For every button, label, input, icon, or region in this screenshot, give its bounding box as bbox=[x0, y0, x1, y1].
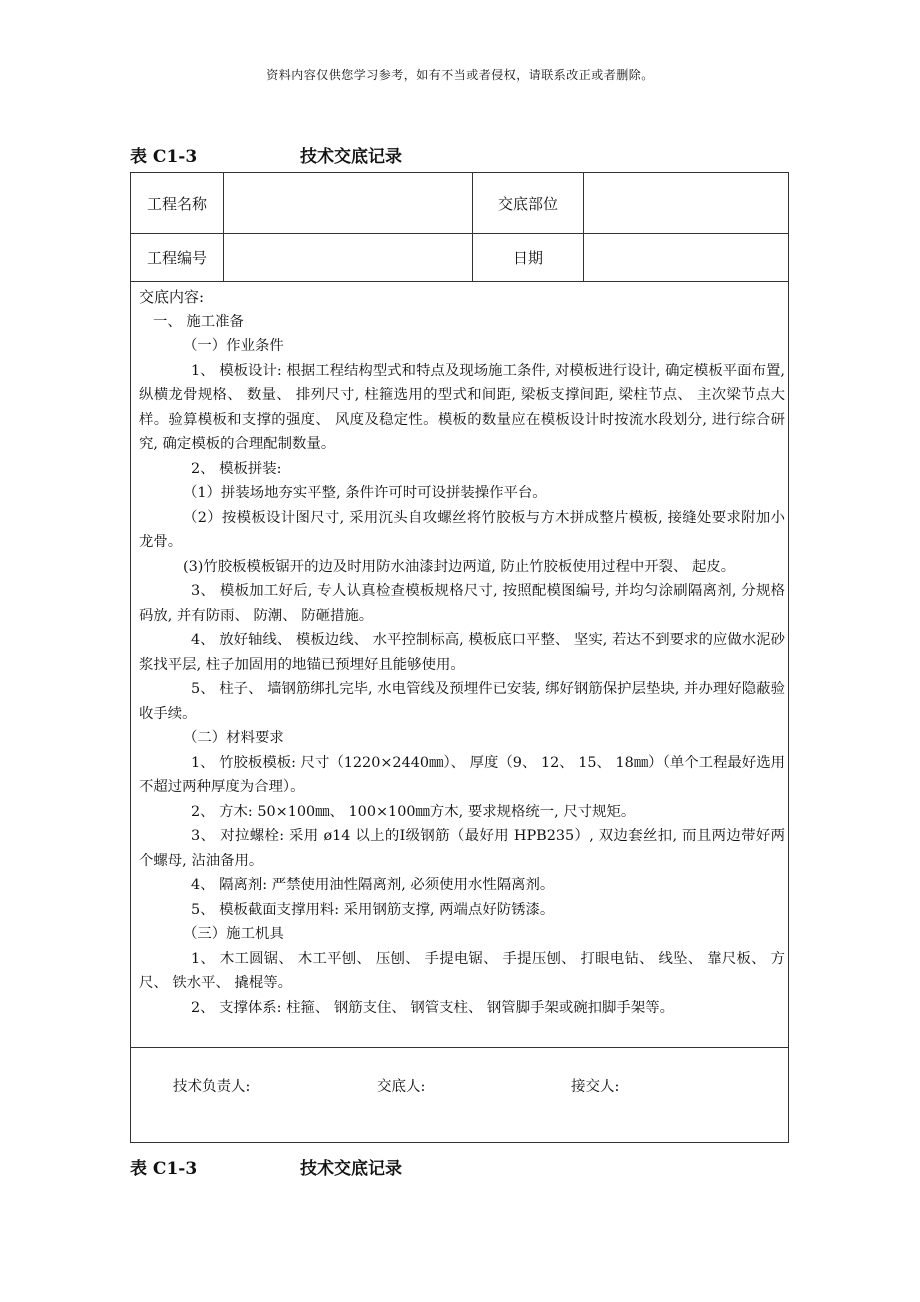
project-no-field[interactable] bbox=[224, 234, 472, 281]
content-paragraph: 4、 放好轴线、 模板边线、 水平控制标高, 模板底口平整、 坚实, 若达不到要求的应做水泥砂浆找平层, 柱子加固用的地锚已预埋好且能够使用。 bbox=[139, 632, 785, 673]
content-paragraph: 2、 模板拼装: bbox=[191, 460, 282, 477]
content-paragraph: 1、 模板设计: 根据工程结构型式和特点及现场施工条件, 对模板进行设计, 确定模板平面布置, 纵横龙骨规格、 数量、 排列尺寸, 柱箍选用的型式和间距, 梁板支撑间距, 梁柱节点、 主次梁节点大样。验算模板和支撑的强度、 风度及稳定性。模板的数量应在模板设计时按流水段划分, 进行综合研究, 确定模板的合理配制数量。 bbox=[139, 362, 785, 452]
content-paragraph: 5、 模板截面支撑用料: 采用钢筋支撑, 两端点好防锈漆。 bbox=[191, 901, 555, 918]
content-paragraph: 5、 柱子、 墙钢筋绑扎完毕, 水电管线及预埋件已安装, 绑好钢筋保护层垫块, 并办理好隐蔽验收手续。 bbox=[139, 681, 785, 722]
discloser-label: 交底人: bbox=[377, 1079, 426, 1095]
receiver-label: 接交人: bbox=[571, 1079, 620, 1095]
content-paragraph: 1、 木工圆锯、 木工平刨、 压刨、 手提电锯、 手提压刨、 打眼电钻、 线坠、 靠尺板、 方尺、 铁水平、 撬棍等。 bbox=[139, 950, 785, 991]
content-paragraph: （2）按模板设计图尺寸, 采用沉头自攻螺丝将竹胶板与方木拼成整片模板, 接缝处要求附加小龙骨。 bbox=[139, 509, 785, 550]
content-paragraph: 3、 对拉螺栓: 采用 ø14 以上的Ⅰ级钢筋（最好用 HPB235）, 双边套丝扣, 而且两边带好两个螺母, 沾油备用。 bbox=[139, 828, 785, 869]
content-paragraph: 2、 支撑体系: 柱箍、 钢筋支住、 钢管支柱、 钢管脚手架或碗扣脚手架等。 bbox=[191, 999, 674, 1016]
content-paragraph: 一、 施工准备 bbox=[153, 313, 244, 330]
page-title: 技术交底记录 bbox=[300, 147, 402, 167]
content-paragraph: （一）作业条件 bbox=[183, 338, 284, 354]
row-divider bbox=[131, 1047, 788, 1048]
content-paragraph: 2、 方木: 50×100㎜、 100×100㎜方木, 要求规格统一, 尺寸规矩。 bbox=[191, 803, 636, 820]
date-field[interactable] bbox=[584, 234, 788, 281]
project-name-label: 工程名称 bbox=[146, 194, 207, 213]
project-name-field[interactable] bbox=[224, 173, 472, 233]
content-paragraph: 3、 模板加工好后, 专人认真检查模板规格尺寸, 按照配模图编号, 并均匀涂刷隔离剂, 分规格码放, 并有防雨、 防潮、 防砸措施。 bbox=[139, 583, 785, 624]
disclosure-content bbox=[139, 285, 785, 1020]
footer-title: 技术交底记录 bbox=[300, 1159, 402, 1179]
tech-lead-label: 技术负责人: bbox=[173, 1079, 251, 1095]
content-paragraph: 4、 隔离剂: 严禁使用油性隔离剂, 必须使用水性隔离剂。 bbox=[191, 877, 555, 893]
content-paragraphs bbox=[139, 310, 785, 1021]
page-footer-header bbox=[130, 1154, 402, 1179]
content-paragraph: (3)竹胶板模板锯开的边及时用防水油漆封边两道, 防止竹胶板使用过程中开裂、 起皮。 bbox=[183, 558, 736, 575]
content-paragraph: （1）拼装场地夯实平整, 条件许可时可设拼装操作平台。 bbox=[183, 485, 547, 501]
footer-table-code: 表 C1-3 bbox=[130, 1159, 198, 1179]
content-paragraph: （二）材料要求 bbox=[183, 730, 284, 746]
disclaimer-text: 资料内容仅供您学习参考，如有不当或者侵权，请联系改正或者删除。 bbox=[266, 68, 654, 82]
project-no-label: 工程编号 bbox=[146, 249, 207, 267]
page-header bbox=[130, 142, 402, 167]
part-label: 交底部位 bbox=[497, 194, 558, 213]
content-paragraph: （三）施工机具 bbox=[183, 926, 284, 942]
content-heading: 交底内容: bbox=[139, 288, 205, 306]
date-label: 日期 bbox=[512, 249, 543, 267]
table-code: 表 C1-3 bbox=[130, 147, 198, 167]
content-paragraph: 1、 竹胶板模板: 尺寸（1220×2440㎜）、 厚度（9、 12、 15、 18㎜）（单个工程最好选用不超过两种厚度为合理）。 bbox=[139, 754, 785, 795]
row-divider bbox=[131, 281, 788, 282]
part-field[interactable] bbox=[584, 173, 788, 233]
disclosure-form bbox=[130, 172, 789, 1143]
